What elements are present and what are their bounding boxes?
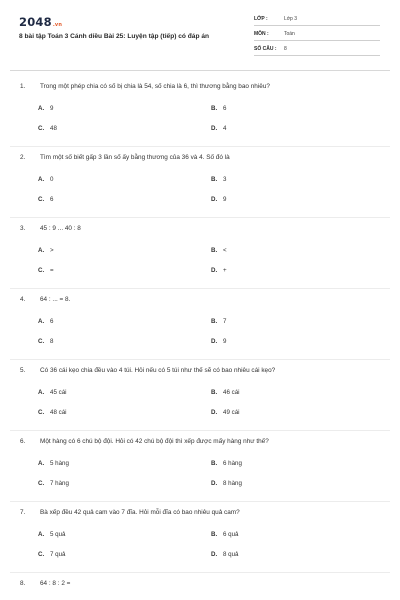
option-text: 7 quả [50,551,66,558]
option-text: 8 hàng [223,480,242,487]
meta-value: Toán [284,31,295,37]
question-number: 5. [20,367,26,374]
question-text [20,83,390,91]
meta-key: MÔN : [254,31,269,37]
option-letter: C. [38,480,45,487]
option-text: 48 [50,125,57,132]
question-text [20,296,390,304]
option-letter: D. [211,338,218,345]
question-text [20,509,390,517]
option-text: 4 [223,125,227,132]
option-text: 46 cái [223,389,240,396]
option-letter: B. [211,176,218,183]
question-prompt: Tìm một số biết gấp 3 lần số ấy bằng thương của 36 và 4. Số đó là [40,154,230,161]
answer-option-a[interactable] [38,318,53,325]
answer-option-d[interactable] [211,196,226,203]
option-letter: D. [211,267,218,274]
question-number: 8. [20,580,26,587]
meta-key: LỚP : [254,16,268,22]
option-letter: B. [211,389,218,396]
answer-option-d[interactable] [211,267,227,274]
question-prompt: 64 : 8 : 2 = [40,580,71,587]
question-item [0,296,400,367]
option-letter: C. [38,267,45,274]
option-text: 5 hàng [50,460,69,467]
question-divider [10,217,390,218]
answer-option-d[interactable] [211,338,226,345]
logo-text: 2048 [19,15,52,29]
meta-row-class [254,14,380,26]
option-text: > [50,247,54,254]
option-letter: C. [38,125,45,132]
option-text: 48 cái [50,409,67,416]
question-divider [10,430,390,431]
answer-option-b[interactable] [211,105,226,112]
answer-option-c[interactable] [38,267,54,274]
question-prompt: 45 : 9 ... 40 : 8 [40,225,81,232]
option-letter: A. [38,389,45,396]
question-divider [10,501,390,502]
option-text: 6 [223,105,227,112]
question-text [20,580,390,588]
question-prompt: Trong một phép chia có số bị chia là 54, số chia là 6, thì thương bằng bao nhiêu? [40,83,270,90]
option-letter: C. [38,196,45,203]
answer-option-c[interactable] [38,480,69,487]
question-item [0,580,400,600]
meta-key: SỐ CÂU : [254,46,277,52]
option-letter: A. [38,318,45,325]
option-text: 49 cái [223,409,240,416]
option-text: = [50,267,54,274]
option-text: < [223,247,227,254]
answer-option-a[interactable] [38,460,69,467]
question-item [0,154,400,225]
answer-option-b[interactable] [211,389,240,396]
meta-value: 8 [284,46,287,52]
question-divider [10,146,390,147]
question-number: 1. [20,83,26,90]
option-letter: A. [38,105,45,112]
answer-option-d[interactable] [211,125,226,132]
question-text [20,225,390,233]
answer-option-d[interactable] [211,480,242,487]
meta-row-subject [254,29,380,41]
option-text: 8 quả [223,551,239,558]
option-letter: C. [38,338,45,345]
answer-option-a[interactable] [38,247,54,254]
option-letter: C. [38,409,45,416]
question-item [0,225,400,296]
question-item [0,509,400,580]
site-logo[interactable] [19,15,62,29]
answer-option-a[interactable] [38,176,53,183]
option-letter: C. [38,551,45,558]
answer-option-c[interactable] [38,196,53,203]
option-letter: D. [211,409,218,416]
option-text: 7 [223,318,227,325]
option-text: 9 [223,196,227,203]
answer-option-b[interactable] [211,318,226,325]
question-text [20,154,390,162]
option-letter: A. [38,531,45,538]
answer-option-a[interactable] [38,531,65,538]
option-letter: B. [211,105,218,112]
option-letter: B. [211,460,218,467]
answer-option-c[interactable] [38,338,53,345]
question-prompt: 64 : ... = 8. [40,296,71,303]
option-text: 9 [223,338,227,345]
question-prompt: Một hàng có 6 chú bộ đội. Hỏi có 42 chú bộ đội thì xếp được mấy hàng như thế? [40,438,269,445]
option-text: 6 [50,318,54,325]
logo-suffix: .vn [52,22,63,28]
option-text: 7 hàng [50,480,69,487]
question-divider [10,572,390,573]
answer-option-c[interactable] [38,125,57,132]
option-letter: D. [211,196,218,203]
question-divider [10,359,390,360]
question-item [0,367,400,438]
option-text: 8 [50,338,54,345]
answer-option-b[interactable] [211,247,227,254]
answer-option-d[interactable] [211,551,238,558]
option-letter: D. [211,125,218,132]
question-number: 3. [20,225,26,232]
option-letter: A. [38,247,45,254]
option-text: 6 [50,196,54,203]
option-text: 6 hàng [223,460,242,467]
option-letter: A. [38,460,45,467]
answer-option-d[interactable] [211,409,240,416]
answer-option-b[interactable] [211,460,242,467]
meta-row-question-count [254,44,380,56]
answer-option-a[interactable] [38,389,67,396]
option-text: 9 [50,105,54,112]
document-title: 8 bài tập Toán 3 Cánh diều Bài 25: Luyện tập (tiếp) có đáp án [19,33,210,40]
answer-option-a[interactable] [38,105,53,112]
question-list [0,71,400,600]
question-number: 4. [20,296,26,303]
question-prompt: Bà xếp đều 42 quả cam vào 7 đĩa. Hỏi mỗi đĩa có bao nhiêu quả cam? [40,509,240,516]
option-text: 6 quả [223,531,239,538]
option-letter: B. [211,531,218,538]
question-item [0,438,400,509]
option-letter: B. [211,318,218,325]
question-number: 6. [20,438,26,445]
option-text: 0 [50,176,54,183]
question-number: 7. [20,509,26,516]
answer-option-b[interactable] [211,176,226,183]
question-text [20,438,390,446]
option-text: 45 cái [50,389,67,396]
document-header [0,0,400,72]
meta-value: Lớp 3 [284,16,298,22]
question-number: 2. [20,154,26,161]
answer-option-b[interactable] [211,531,238,538]
option-letter: D. [211,480,218,487]
option-letter: B. [211,247,218,254]
option-letter: A. [38,176,45,183]
question-prompt: Có 36 cái kẹo chia đều vào 4 túi. Hỏi nếu có 5 túi như thế sẽ có bao nhiêu cái kẹo? [40,367,276,374]
question-item [0,83,400,154]
option-letter: D. [211,551,218,558]
option-text: + [223,267,227,274]
question-text [20,367,390,375]
answer-option-c[interactable] [38,409,67,416]
answer-option-c[interactable] [38,551,65,558]
option-text: 5 quả [50,531,66,538]
option-text: 3 [223,176,227,183]
question-divider [10,288,390,289]
